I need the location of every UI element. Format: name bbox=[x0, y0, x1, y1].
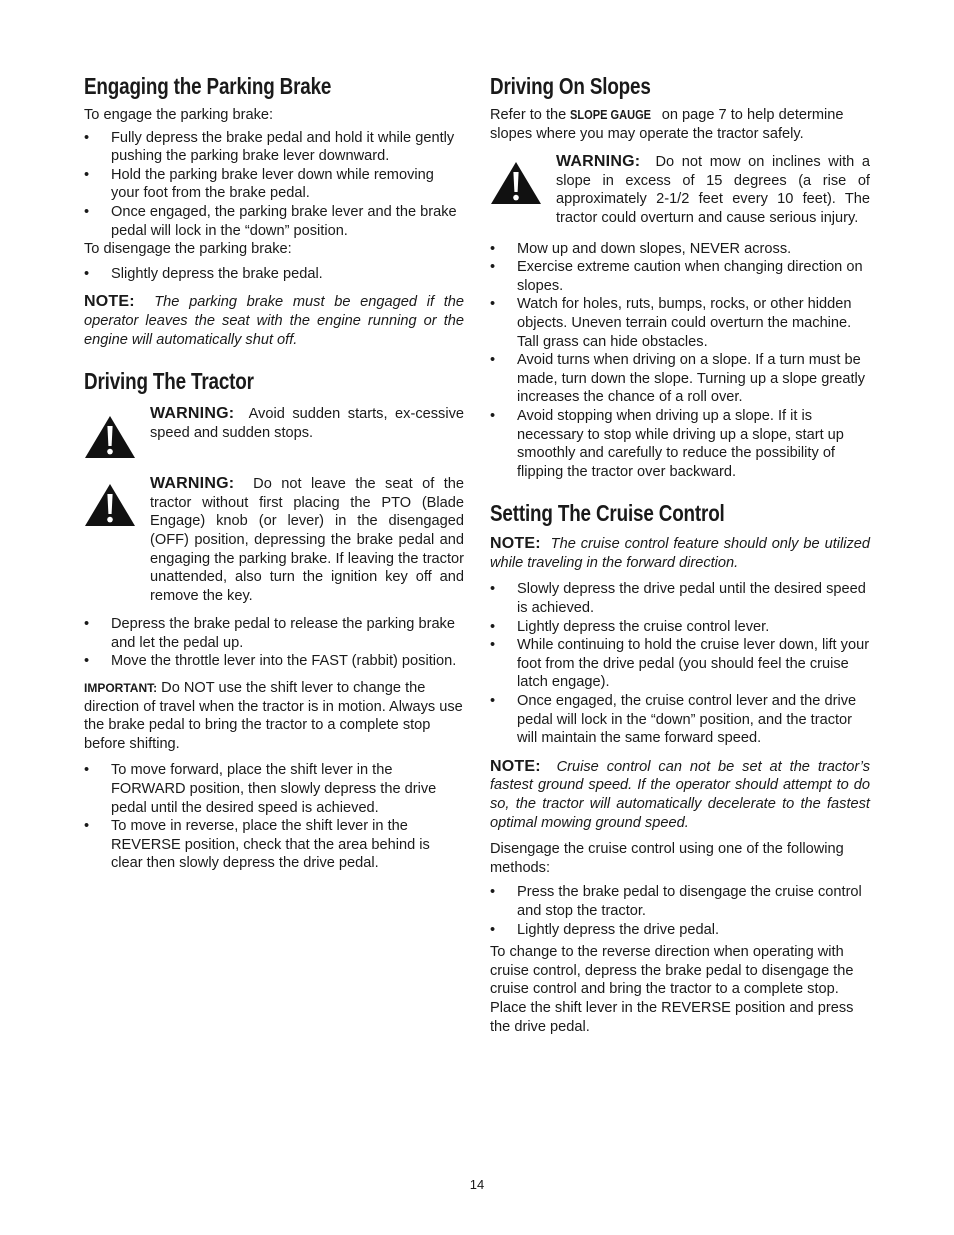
note-text: Cruise control can not be set at the tractor’s fastest ground speed. If the operator should attempt to do so, the tractor will automatically decelerate to the fastest optimal mowing ground speed. bbox=[490, 758, 871, 831]
list-item: • Depress the brake pedal to release the parking brake and let the pedal up. bbox=[84, 615, 464, 652]
warning-text: Do not mow on inclines with a slope in excess of 15 degrees (a rise of approximately 2-1/2 feet every 10 feet). The tractor could overturn and cause serious injury. bbox=[556, 154, 870, 226]
list-item: • Fully depress the brake pedal and hold it while gently pushing the parking brake lever downward. bbox=[84, 129, 464, 166]
note-text: The cruise control feature should only be utilized while traveling in the forward direction. bbox=[490, 536, 871, 571]
warning-block-1 bbox=[84, 405, 464, 463]
slopes-intro bbox=[490, 106, 870, 143]
warning-label: WARNING: bbox=[556, 153, 641, 171]
cruise-reverse-paragraph: To change to the reverse direction when operating with cruise control, depress the brake pedal to disengage the cruise control and bring the tractor to a complete stop. Place the shift lever in the REVERSE position and press the drive pedal. bbox=[490, 944, 854, 1035]
cruise-disengage-list bbox=[490, 883, 870, 939]
list-item: • Hold the parking brake lever down while removing your foot from the brake pedal. bbox=[84, 166, 464, 203]
warning-text: Avoid sudden starts, ex-cessive speed and sudden stops. bbox=[150, 406, 464, 441]
parking-engage-list bbox=[84, 129, 464, 241]
note-label: NOTE: bbox=[84, 293, 135, 311]
left-column bbox=[84, 72, 464, 873]
list-item: • Slightly depress the brake pedal. bbox=[84, 265, 464, 284]
parking-note bbox=[84, 293, 464, 349]
list-item: • Mow up and down slopes, NEVER across. bbox=[490, 240, 870, 259]
list-item: • Lightly depress the drive pedal. bbox=[490, 921, 870, 940]
list-item: • Avoid turns when driving on a slope. If a turn must be made, turn down the slope. Turning up a slope greatly increases the chance of a roll over. bbox=[490, 351, 870, 407]
slopes-intro-before: Refer to the bbox=[490, 107, 567, 123]
important-label: IMPORTANT: bbox=[84, 681, 158, 696]
list-item: • While continuing to hold the cruise lever down, lift your foot from the drive pedal (you should feel the cruise latch engage). bbox=[490, 636, 870, 692]
section-title-driving-tractor: Driving The Tractor bbox=[84, 368, 254, 395]
list-item: • Watch for holes, ruts, bumps, rocks, or other hidden objects. Uneven terrain could overturn the machine. Tall grass can hide obstacles. bbox=[490, 295, 870, 351]
shift-steps-list bbox=[84, 761, 464, 873]
slopes-steps-list bbox=[490, 240, 870, 482]
page-number: 14 bbox=[469, 1177, 485, 1192]
list-item: • Avoid stopping when driving up a slope. If it is necessary to stop while driving up a slope, start up smoothly and carefully to reduce the possibility of flipping the tractor over backward. bbox=[490, 407, 870, 481]
list-item: • To move in reverse, place the shift lever in the REVERSE position, check that the area behind is clear then slowly depress the drive pedal. bbox=[84, 817, 464, 873]
section-title-driving-slopes: Driving On Slopes bbox=[490, 73, 651, 99]
list-item: • Press the brake pedal to disengage the cruise control and stop the tractor. bbox=[490, 883, 870, 920]
parking-disengage-intro: To disengage the parking brake: bbox=[84, 241, 292, 258]
warning-text: Do not leave the seat of the tractor without first placing the PTO (Blade Engage) knob (or lever) in the disengaged (OFF) position, depressing the brake pedal and engaging the parking brake. If leaving the tractor unattended, also turn the ignition key off and remove the key. bbox=[150, 476, 464, 604]
parking-disengage-list bbox=[84, 265, 464, 284]
important-text: Do NOT use the shift lever to change the direction of travel when the tractor is in motion. Always use the brake pedal to bring the tractor to a complete stop before shifting. bbox=[84, 680, 463, 752]
list-item: • To move forward, place the shift lever in the FORWARD position, then slowly depress the drive pedal until the desired speed is achieved. bbox=[84, 761, 464, 817]
cruise-note-1 bbox=[490, 535, 870, 572]
warning-label: WARNING: bbox=[150, 475, 235, 493]
slope-gauge-label: SLOPE GAUGE bbox=[570, 107, 652, 122]
section-title-parking-brake: Engaging the Parking Brake bbox=[84, 73, 332, 99]
warning-triangle-icon bbox=[490, 161, 542, 205]
list-item: • Move the throttle lever into the FAST (rabbit) position. bbox=[84, 652, 464, 671]
cruise-disengage-intro: Disengage the cruise control using one of the following methods: bbox=[490, 841, 844, 876]
important-paragraph bbox=[84, 679, 464, 753]
section-title-cruise-control: Setting The Cruise Control bbox=[490, 500, 725, 527]
cruise-steps-list bbox=[490, 580, 870, 747]
right-column bbox=[490, 72, 870, 1036]
slopes-intro-after: on page 7 to help determine slopes where you may operate the tractor safely. bbox=[490, 107, 844, 142]
list-item: • Lightly depress the cruise control lever. bbox=[490, 618, 870, 637]
list-item: • Slowly depress the drive pedal until the desired speed is achieved. bbox=[490, 580, 870, 617]
cruise-note-2 bbox=[490, 758, 870, 832]
list-item: • Once engaged, the parking brake lever and the brake pedal will lock in the “down” position. bbox=[84, 203, 464, 240]
note-text: The parking brake must be engaged if the operator leaves the seat with the engine running or the engine will automatically shut off. bbox=[84, 294, 465, 348]
warning-triangle-icon bbox=[84, 415, 136, 459]
warning-label: WARNING: bbox=[150, 405, 235, 423]
note-label: NOTE: bbox=[490, 757, 541, 775]
parking-intro: To engage the parking brake: bbox=[84, 107, 274, 123]
note-label: NOTE: bbox=[490, 535, 541, 553]
warning-triangle-icon bbox=[84, 483, 136, 527]
warning-block-slopes bbox=[490, 153, 870, 227]
warning-block-2 bbox=[84, 475, 464, 605]
list-item: • Once engaged, the cruise control lever and the drive pedal will lock in the “down” position, and the tractor will maintain the same forward speed. bbox=[490, 692, 870, 748]
list-item: • Exercise extreme caution when changing direction on slopes. bbox=[490, 258, 870, 295]
driving-steps-list bbox=[84, 615, 464, 671]
